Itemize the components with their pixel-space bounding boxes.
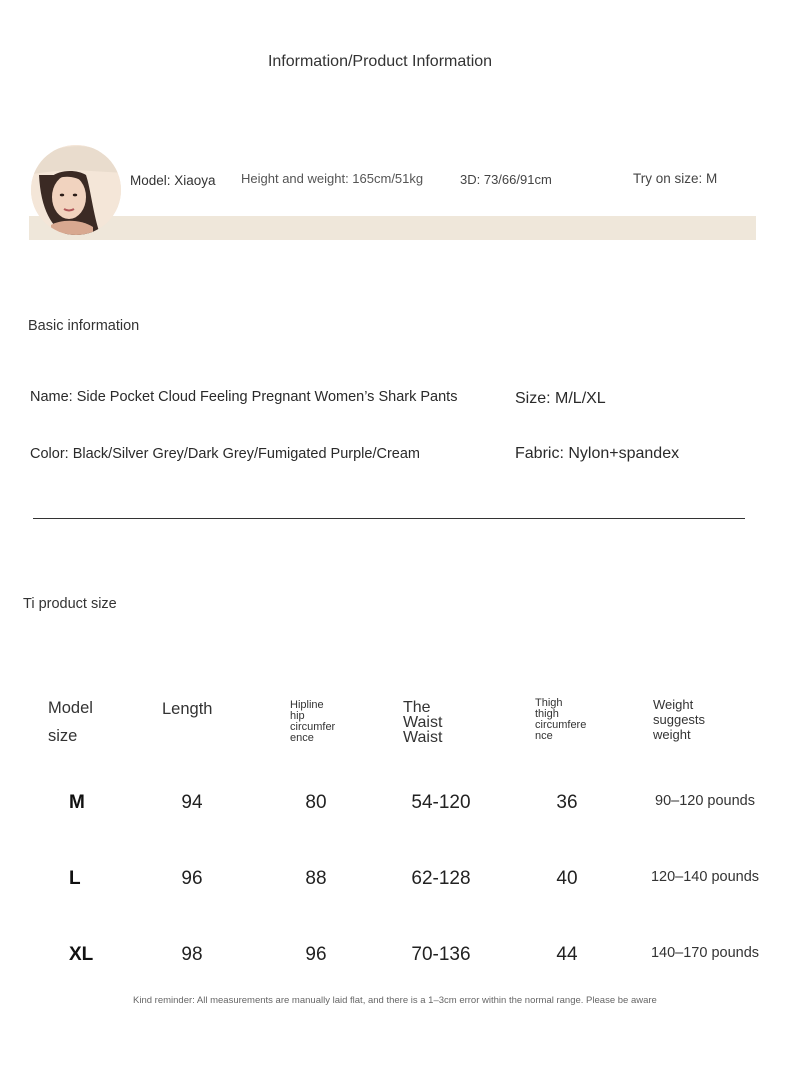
model-avatar [31, 145, 121, 235]
model-name: Model: Xiaoya [130, 173, 216, 188]
size-chart-heading: Ti product size [23, 596, 117, 612]
row-m-length: 94 [181, 792, 203, 813]
row-m-hip: 80 [305, 792, 327, 813]
row-l-hip: 88 [305, 868, 327, 889]
header-thigh: Thigh thigh circumfere nce [535, 697, 587, 742]
row-m-size: M [69, 792, 85, 813]
row-l-weight: 120–140 pounds [650, 869, 760, 885]
row-m-thigh: 36 [556, 792, 578, 813]
header-length: Length [162, 700, 213, 718]
row-xl-length: 98 [181, 944, 203, 965]
header-weight: Weight suggests weight [653, 697, 706, 742]
row-m-waist: 54-120 [411, 792, 471, 813]
row-xl-weight: 140–170 pounds [650, 945, 760, 961]
page-title: Information/Product Information [267, 53, 493, 70]
row-m-weight: 90–120 pounds [655, 793, 755, 809]
product-sizes: Size: M/L/XL [515, 390, 606, 407]
row-l-length: 96 [181, 868, 203, 889]
row-xl-size: XL [69, 944, 94, 965]
section-divider [33, 518, 745, 519]
row-xl-thigh: 44 [556, 944, 578, 965]
basic-info-heading: Basic information [28, 318, 140, 334]
model-3d-measurements: 3D: 73/66/91cm [460, 172, 552, 187]
row-xl-hip: 96 [305, 944, 327, 965]
model-height-weight: Height and weight: 165cm/51kg [241, 171, 424, 186]
product-colors: Color: Black/Silver Grey/Dark Grey/Fumigated Purple/Cream [30, 446, 421, 462]
row-l-size: L [69, 868, 81, 889]
row-l-waist: 62-128 [411, 868, 471, 889]
header-hipline: Hipline hip circumfer ence [290, 699, 336, 744]
measurement-reminder: Kind reminder: All measurements are manually laid flat, and there is a 1–3cm error within the normal range. Please be aware [133, 995, 657, 1006]
model-portrait-icon [31, 145, 121, 235]
model-info-band [29, 216, 756, 240]
header-waist: The Waist Waist [403, 699, 443, 746]
header-model-size: Model size [48, 699, 93, 745]
row-xl-waist: 70-136 [411, 944, 471, 965]
row-l-thigh: 40 [556, 868, 578, 889]
product-fabric: Fabric: Nylon+spandex [515, 445, 680, 462]
model-try-on-size: Try on size: M [633, 171, 718, 186]
product-name: Name: Side Pocket Cloud Feeling Pregnant Women’s Shark Pants [30, 389, 458, 405]
